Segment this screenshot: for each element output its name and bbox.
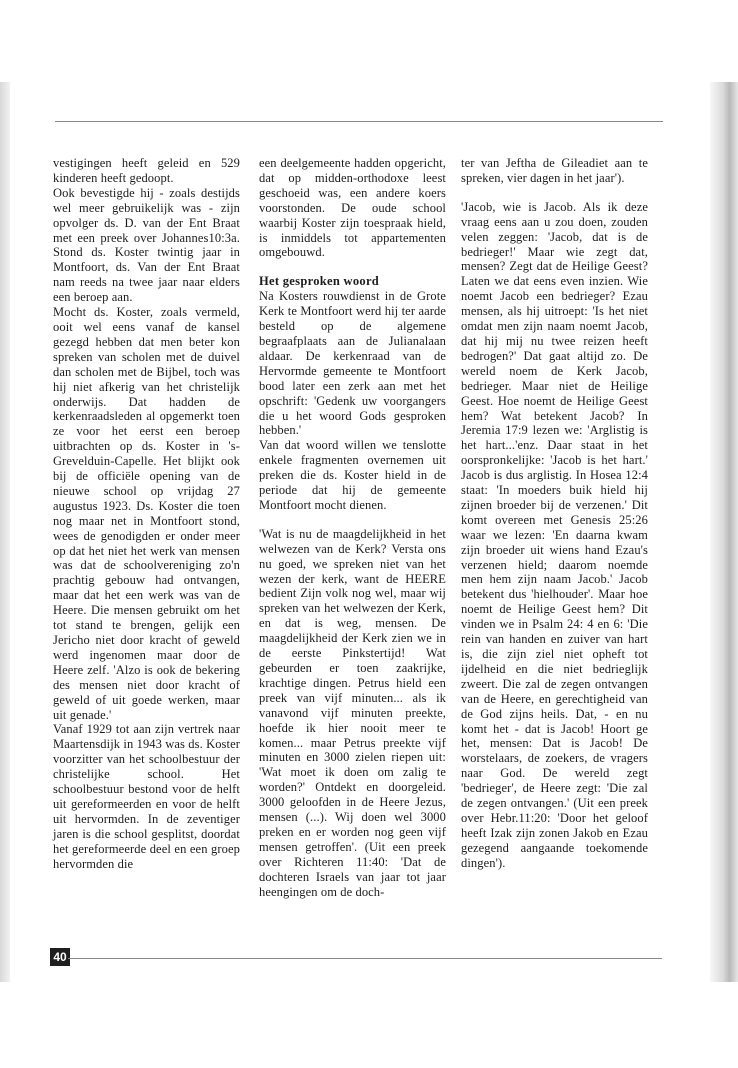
text-column-3 bbox=[461, 156, 648, 871]
paragraph: 'Wat is nu de maagdelijkheid in het welwezen van de Kerk? Versta ons nu goed, we spreken niet van het wezen der kerk, want de HEERE bedient Zijn volk nog wel, maar wij spreken van het welwezen der Kerk, en dat is weg, mensen. De maagdelijkheid der Kerk zien we in de eerste Pinkstertijd! Wat gebeurden er toen zaakrijke, krachtige dingen. Petrus hield een preek van vijf minuten... als ik vanavond vijf minuten preekte, hoefde ik hier nooit meer te komen... maar Petrus preekte vijf minuten en 3000 zielen riepen uit: 'Wat moet ik doen om zalig te worden?' Ontdekt en doorgeleid. 3000 geloofden in de Heere Jezus, mensen (...). Wij doen wel 3000 preken en er worden nog geen vijf mensen getroffen'. (Uit een preek over Richteren 11:40: 'Dat de dochteren Israels van jaar tot jaar heengingen om de doch- bbox=[259, 526, 446, 899]
paragraph: Ook bevestigde hij - zoals destijds wel meer gebruikelijk was - zijn opvolger ds. D. van der Ent Braat met een preek over Johannes10:3a. Stond ds. Koster twintig jaar in Montfoort, ds. Van der Ent Braat nam reeds na twee jaar naar elders een beroep aan. bbox=[53, 185, 240, 305]
paragraph: een deelgemeente hadden opgericht, dat op midden-orthodoxe leest geschoeid was, een andere koers voorstonden. De oude school waarbij Koster zijn toespraak hield, is inmiddels tot appartementen omgebouwd. bbox=[259, 156, 446, 260]
paragraph: ter van Jeftha de Gileadiet aan te spreken, vier dagen in het jaar'). bbox=[461, 156, 648, 185]
footer-rule bbox=[68, 958, 662, 959]
header-rule bbox=[55, 121, 663, 122]
text-column-2 bbox=[259, 156, 446, 900]
paragraph: Mocht ds. Koster, zoals vermeld, ooit wel eens vanaf de kansel gezegd hebben dat men beter kon spreken van scholen met de duivel dan scholen met de Bijbel, toch was hij niet afkerig van het christelijk onderwijs. Dat hadden de kerkenraadsleden al opgemerkt toen ze voor het eerst een beroep uitbrachten op ds. Koster in 's-Grevelduin-Capelle. Het blijkt ook bij de officiële opening van de nieuwe school op vrijdag 27 augustus 1923. Ds. Koster die toen nog maar net in Montfoort stond, wees de genodigden er onder meer op dat het niet het werk van mensen was dat de schoolvereniging zo'n prachtig gebouw had ontvangen, maar dat het een werk was van de Heere. Die mensen gebruikt om het tot stand te brengen, gelijk een Jericho niet door kracht of geweld werd ingenomen maar door de Heere zelf. 'Alzo is ook de bekering des mensen niet door kracht of geweld of uit goede werken, maar uit genade.' bbox=[53, 305, 240, 722]
page-number: 40 bbox=[50, 948, 70, 966]
paragraph: vestigingen heeft geleid en 529 kinderen heeft gedoopt. bbox=[53, 156, 240, 185]
paragraph: Vanaf 1929 tot aan zijn vertrek naar Maartensdijk in 1943 was ds. Koster voorzitter van het schoolbestuur der christelijke school. Het schoolbestuur bestond voor de helft uit gereformeerden en voor de helft uit hervormden. In de zeventiger jaren is die school gesplitst, doordat het gereformeerde deel en een groep hervormden die bbox=[53, 722, 240, 871]
paragraph: Van dat woord willen we tenslotte enkele fragmenten overnemen uit preken die ds. Koster hield in de periode dat hij de gemeente Montfoort mocht dienen. bbox=[259, 438, 446, 512]
paragraph: 'Jacob, wie is Jacob. Als ik deze vraag eens aan u zou doen, zouden velen zeggen: 'Jacob, dat is de bedrieger!' Maar wie zegt dat, mensen? Zegt dat de Heilige Geest? Laten we dat eens even inzien. Wie noemt Jacob een bedrieger? Ezau mensen, als hij uitroept: 'Is het niet omdat men zijn naam noemt Jacob, dat hij mij nu twee reizen heeft bedrogen?' Dat gaat altijd zo. De wereld noem de Kerk Jacob, bedrieger. Maar niet de Heilige Geest. Hoe noemt de Heilige Geest hem? Wat betekent Jacob? In Jeremia 17:9 lezen we: 'Arglistig is het hart...'enz. Daar staat in het oorspronkelijke: 'Jacob is het hart.' Jacob is dus arglistig. In Hosea 12:4 staat: 'In moeders buik hield hij zijnen broeder bij de verzenen.' Dit komt overeen met Genesis 25:26 waar we lezen: 'En daarna kwam zijn broeder uit wiens hand Ezau's verzenen hield; daarom noemde men hem zijn naam Jacob.' Jacob betekent dus 'hielhouder'. Maar hoe noemt de Heilige Geest hem? Dit vinden we in Psalm 24: 4 en 6: 'Die rein van handen en zuiver van hart is, die zijn ziel niet opheft tot ijdelheid en die niet bedrieglijk zweert. Die zal de zegen ontvangen van de Heere, en gerechtigheid van de God zijns heils. Dat, - en nu komt het - dat is Jacob! Hoort ge het, mensen: Dat is Jacob! De worstelaars, de zoekers, de vragers naar God. De wereld zegt 'bedrieger', de Heere zegt: 'Die zal de zegen ontvangen.' (Uit een preek over Hebr.11:20: 'Door het geloof heeft Izak zijn zonen Jakob en Ezau gezegend aangaande toekomende dingen'). bbox=[461, 199, 648, 870]
text-column-1 bbox=[53, 156, 240, 872]
scan-edge-left bbox=[0, 82, 10, 982]
section-heading: Het gesproken woord bbox=[259, 274, 380, 289]
book-page bbox=[10, 82, 710, 982]
scan-edge-right bbox=[710, 82, 738, 982]
paragraph: Na Kosters rouwdienst in de Grote Kerk te Montfoort werd hij ter aarde besteld op de algemene begraafplaats aan de Julianalaan aldaar. De kerkenraad van de Hervormde gemeente te Montfoort bood later een zerk aan met het opschrift: 'Gedenk uw voorgangers die u het woord Gods gesproken hebben.' bbox=[259, 289, 446, 438]
